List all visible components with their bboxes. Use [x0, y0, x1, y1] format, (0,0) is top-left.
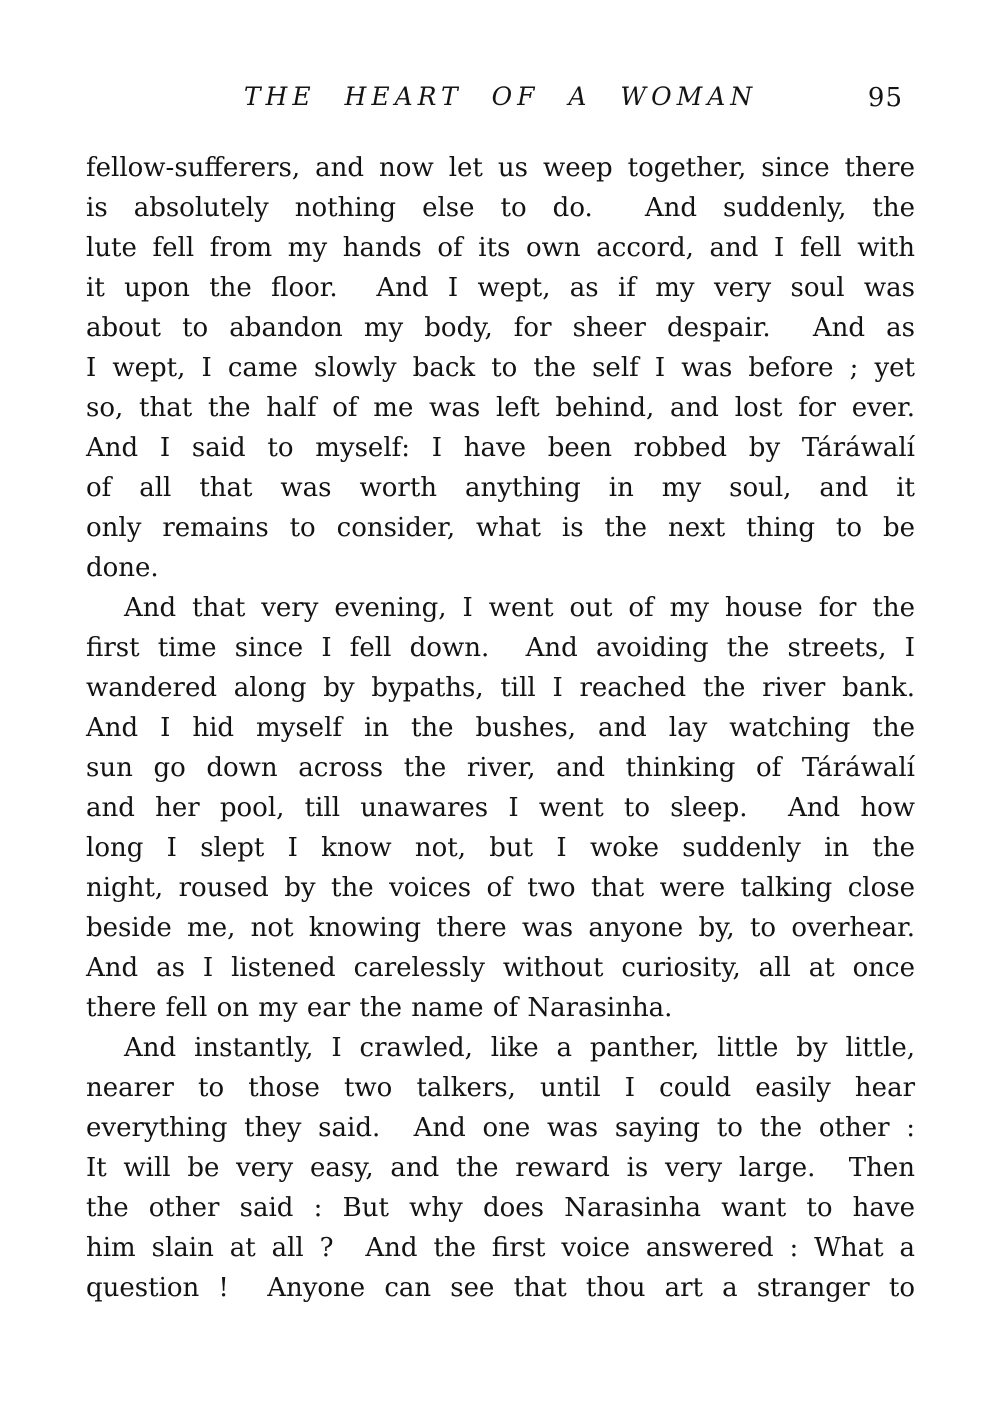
page-number: 95 — [867, 83, 903, 113]
text-line: fellow-sufferers, and now let us weep together, since there — [86, 153, 915, 183]
text-line: And I hid myself in the bushes, and lay watching the — [86, 713, 915, 743]
text-line: lute fell from my hands of its own accord, and I fell with — [86, 233, 915, 263]
text-line: the other said : But why does Narasinha want to have — [86, 1193, 915, 1223]
text-line: is absolutely nothing else to do. And suddenly, the — [86, 193, 915, 223]
running-title: THE HEART OF A WOMAN — [243, 82, 758, 111]
text-line: And as I listened carelessly without curiosity, all at once — [86, 953, 915, 983]
paragraph — [86, 588, 915, 1028]
text-line: of all that was worth anything in my soul, and it — [86, 473, 915, 503]
running-header — [86, 82, 915, 116]
text-line: I wept, I came slowly back to the self I was before ; yet — [86, 353, 915, 383]
text-line: And that very evening, I went out of my house for the — [124, 593, 915, 623]
body-text — [86, 148, 915, 1308]
text-line: about to abandon my body, for sheer despair. And as — [86, 313, 915, 343]
text-line: And I said to myself: I have been robbed by Táráwalí — [86, 433, 915, 463]
text-line: him slain at all ? And the first voice answered : What a — [86, 1233, 915, 1263]
text-line: sun go down across the river, and thinking of Táráwalí — [86, 753, 915, 783]
text-line: nearer to those two talkers, until I could easily hear — [86, 1073, 915, 1103]
paragraph — [86, 1028, 915, 1308]
text-line: night, roused by the voices of two that were talking close — [86, 873, 915, 903]
text-line: it upon the floor. And I wept, as if my very soul was — [86, 273, 915, 303]
text-line: beside me, not knowing there was anyone by, to overhear. — [86, 913, 915, 943]
paragraph — [86, 148, 915, 588]
text-line: It will be very easy, and the reward is very large. Then — [86, 1153, 915, 1183]
text-line: so, that the half of me was left behind, and lost for ever. — [86, 393, 915, 423]
text-line: first time since I fell down. And avoiding the streets, I — [86, 633, 915, 663]
text-line: there fell on my ear the name of Narasinha. — [86, 993, 673, 1023]
text-line: long I slept I know not, but I woke suddenly in the — [86, 833, 915, 863]
text-line: And instantly, I crawled, like a panther, little by little, — [124, 1033, 915, 1063]
text-line: question ! Anyone can see that thou art a stranger to — [86, 1273, 915, 1303]
text-line: done. — [86, 553, 159, 583]
text-line: and her pool, till unawares I went to sleep. And how — [86, 793, 915, 823]
text-line: only remains to consider, what is the next thing to be — [86, 513, 915, 543]
text-line: wandered along by bypaths, till I reached the river bank. — [86, 673, 915, 703]
text-line: everything they said. And one was saying to the other : — [86, 1113, 915, 1143]
